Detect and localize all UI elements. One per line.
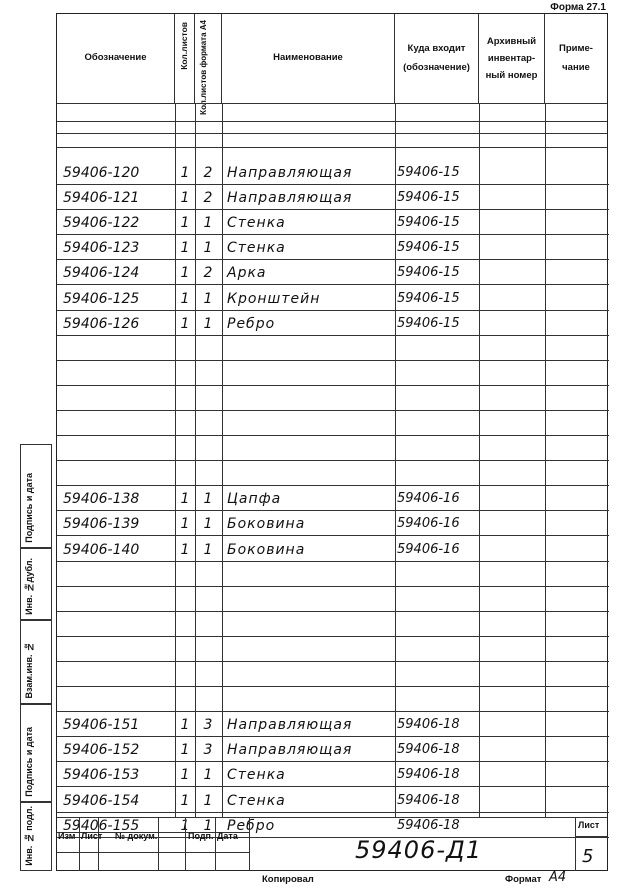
row-sheet-count: 1 bbox=[180, 792, 190, 809]
table-row bbox=[57, 661, 609, 686]
row-designation: 59406-126 bbox=[63, 315, 140, 332]
row-a4-sheets: 1 bbox=[203, 767, 213, 784]
row-a4-sheets: 1 bbox=[203, 240, 213, 257]
row-name: Стенка bbox=[227, 240, 286, 257]
tb-date: Дата bbox=[217, 831, 238, 841]
row-a4-sheets: 1 bbox=[203, 541, 213, 558]
table-row bbox=[57, 159, 609, 184]
row-sheet-count bbox=[175, 561, 195, 586]
row-sheet-count bbox=[175, 335, 195, 360]
row-designation: 59406-151 bbox=[63, 717, 140, 734]
side-box-inv-dup bbox=[20, 548, 52, 620]
header-where: Куда входит (обозначение) bbox=[395, 14, 479, 103]
row-name: Направляющая bbox=[227, 742, 353, 759]
header-designation: Обозначение bbox=[57, 14, 175, 103]
table-row bbox=[57, 611, 609, 636]
row-designation: 59406-120 bbox=[63, 165, 140, 181]
row-designation: 59406-122 bbox=[63, 215, 140, 232]
row-where: 59406-15 bbox=[397, 240, 460, 256]
row-designation: 59406-124 bbox=[63, 265, 140, 282]
table-row bbox=[57, 787, 609, 812]
row-where: 59406-15 bbox=[397, 315, 460, 331]
row-name: Ребро bbox=[227, 315, 276, 332]
side-box-sign-date-2 bbox=[20, 704, 52, 802]
row-designation: 59406-139 bbox=[63, 516, 140, 533]
row-designation: 59406-152 bbox=[63, 742, 140, 759]
row-a4-sheets: 2 bbox=[203, 265, 213, 282]
table-row bbox=[57, 435, 609, 460]
row-designation: 59406-121 bbox=[63, 190, 140, 207]
row-a4-sheets bbox=[197, 385, 219, 410]
row-a4-sheets: 3 bbox=[203, 742, 213, 759]
row-a4-sheets bbox=[197, 460, 219, 485]
row-a4-sheets: 1 bbox=[203, 290, 213, 307]
row-a4-sheets: 1 bbox=[203, 315, 213, 332]
row-name: Кронштейн bbox=[227, 290, 321, 307]
row-name: Ребро bbox=[227, 817, 276, 834]
row-sheet-count: 1 bbox=[180, 817, 190, 834]
row-where: 59406-15 bbox=[397, 290, 460, 306]
row-a4-sheets: 2 bbox=[203, 190, 213, 207]
table-row bbox=[57, 335, 609, 360]
row-a4-sheets: 1 bbox=[203, 491, 213, 508]
side-label-sign-date-1: Подпись и дата bbox=[24, 473, 34, 543]
row-sheet-count: 1 bbox=[180, 240, 190, 257]
sheet-number: 5 bbox=[582, 846, 594, 867]
sheet-label: Лист bbox=[578, 820, 600, 830]
row-a4-sheets bbox=[197, 686, 219, 711]
row-sheet-count: 1 bbox=[180, 165, 190, 181]
header-name: Наименование bbox=[222, 14, 395, 103]
row-a4-sheets bbox=[197, 410, 219, 435]
row-sheet-count: 1 bbox=[180, 315, 190, 332]
side-label-sign-date-2: Подпись и дата bbox=[24, 727, 34, 797]
row-sheet-count: 1 bbox=[180, 491, 190, 508]
row-where: 59406-16 bbox=[397, 541, 460, 557]
header-note: Приме- чание bbox=[559, 43, 593, 73]
table-row bbox=[57, 636, 609, 661]
row-name: Стенка bbox=[227, 792, 286, 809]
row-where: 59406-15 bbox=[397, 265, 460, 281]
row-sheet-count bbox=[175, 586, 195, 611]
row-name: Направляющая bbox=[227, 190, 353, 207]
footer-format-label: Формат bbox=[505, 874, 542, 885]
row-sheet-count: 1 bbox=[180, 541, 190, 558]
row-a4-sheets: 1 bbox=[203, 792, 213, 809]
row-a4-sheets: 1 bbox=[203, 516, 213, 533]
table-row bbox=[57, 761, 609, 786]
table-row bbox=[57, 209, 609, 234]
row-a4-sheets bbox=[197, 611, 219, 636]
row-a4-sheets bbox=[197, 360, 219, 385]
table-row bbox=[57, 184, 609, 209]
row-a4-sheets bbox=[197, 636, 219, 661]
form-label: Форма 27.1 bbox=[550, 2, 606, 13]
table-row bbox=[57, 410, 609, 435]
row-where: 59406-15 bbox=[397, 190, 460, 206]
row-sheet-count: 1 bbox=[180, 215, 190, 232]
row-a4-sheets bbox=[197, 586, 219, 611]
row-name: Стенка bbox=[227, 767, 286, 784]
row-designation: 59406-153 bbox=[63, 767, 140, 784]
row-a4-sheets: 1 bbox=[203, 215, 213, 232]
row-designation: 59406-154 bbox=[63, 792, 140, 809]
document-sheet bbox=[56, 13, 608, 871]
tb-izm: Изм bbox=[58, 831, 76, 841]
table-row bbox=[57, 285, 609, 310]
row-sheet-count: 1 bbox=[180, 717, 190, 734]
table-row bbox=[57, 736, 609, 761]
tb-list: Лист bbox=[81, 831, 103, 841]
table-row bbox=[57, 485, 609, 510]
table-row bbox=[57, 711, 609, 736]
row-where: 59406-16 bbox=[397, 491, 460, 507]
side-label-inv-orig: Инв. № подл. bbox=[24, 806, 34, 866]
row-where: 59406-16 bbox=[397, 516, 460, 532]
table-row bbox=[57, 536, 609, 561]
table-row bbox=[57, 259, 609, 284]
row-sheet-count: 1 bbox=[180, 265, 190, 282]
side-label-replace-inv: Взам.инв. № bbox=[24, 642, 34, 699]
row-designation: 59406-155 bbox=[63, 817, 140, 834]
row-where: 59406-15 bbox=[397, 165, 460, 180]
tb-doc-no: № докум. bbox=[115, 831, 158, 841]
row-sheet-count bbox=[175, 661, 195, 686]
table-row bbox=[57, 385, 609, 410]
tb-signature: Подп. bbox=[188, 831, 214, 841]
row-sheet-count bbox=[175, 460, 195, 485]
row-name: Цапфа bbox=[227, 491, 282, 508]
row-sheet-count bbox=[175, 686, 195, 711]
table-row bbox=[57, 234, 609, 259]
row-a4-sheets bbox=[197, 661, 219, 686]
table-row bbox=[57, 460, 609, 485]
row-where: 59406-18 bbox=[397, 742, 460, 758]
row-designation: 59406-125 bbox=[63, 290, 140, 307]
table-row bbox=[57, 686, 609, 711]
row-a4-sheets: 1 bbox=[203, 817, 213, 834]
row-name: Боковина bbox=[227, 541, 306, 558]
row-a4-sheets bbox=[197, 335, 219, 360]
row-sheet-count: 1 bbox=[180, 767, 190, 784]
row-where: 59406-15 bbox=[397, 215, 460, 231]
row-a4-sheets bbox=[197, 561, 219, 586]
table-row bbox=[57, 586, 609, 611]
row-designation: 59406-138 bbox=[63, 491, 140, 508]
side-box-replace-inv bbox=[20, 620, 52, 704]
row-sheet-count bbox=[175, 435, 195, 460]
table-row bbox=[57, 360, 609, 385]
row-name: Направляющая bbox=[227, 165, 353, 181]
row-sheet-count bbox=[175, 410, 195, 435]
footer-copied: Копировал bbox=[262, 874, 314, 885]
row-name: Стенка bbox=[227, 215, 286, 232]
row-where: 59406-18 bbox=[397, 817, 460, 833]
header-archive: Архивный инвентар- ный номер bbox=[479, 14, 545, 103]
header-sheet-count: Кол.листов bbox=[175, 14, 195, 103]
row-sheet-count bbox=[175, 611, 195, 636]
row-sheet-count bbox=[175, 636, 195, 661]
row-name: Арка bbox=[227, 265, 267, 282]
row-sheet-count: 1 bbox=[180, 516, 190, 533]
row-sheet-count bbox=[175, 385, 195, 410]
table-row bbox=[57, 510, 609, 535]
row-where: 59406-18 bbox=[397, 792, 460, 808]
row-name: Боковина bbox=[227, 516, 306, 533]
row-designation: 59406-123 bbox=[63, 240, 140, 257]
row-sheet-count bbox=[175, 360, 195, 385]
row-a4-sheets bbox=[197, 435, 219, 460]
table-row bbox=[57, 310, 609, 335]
row-where: 59406-18 bbox=[397, 767, 460, 783]
row-name: Направляющая bbox=[227, 717, 353, 734]
side-box-sign-date-1 bbox=[20, 444, 52, 548]
row-designation: 59406-140 bbox=[63, 541, 140, 558]
row-a4-sheets: 3 bbox=[203, 717, 213, 734]
side-label-inv-dup: Инв. №дубл. bbox=[24, 558, 34, 615]
row-where: 59406-18 bbox=[397, 717, 460, 733]
row-sheet-count: 1 bbox=[180, 190, 190, 207]
row-sheet-count: 1 bbox=[180, 742, 190, 759]
footer-format-value: А4 bbox=[549, 870, 567, 885]
header-a4-sheets: Кол.листов формата А4 bbox=[195, 14, 222, 103]
document-number: 59406-Д1 bbox=[355, 836, 483, 864]
row-a4-sheets: 2 bbox=[203, 165, 213, 181]
row-sheet-count: 1 bbox=[180, 290, 190, 307]
table-row bbox=[57, 561, 609, 586]
side-box-inv-orig bbox=[20, 802, 52, 871]
